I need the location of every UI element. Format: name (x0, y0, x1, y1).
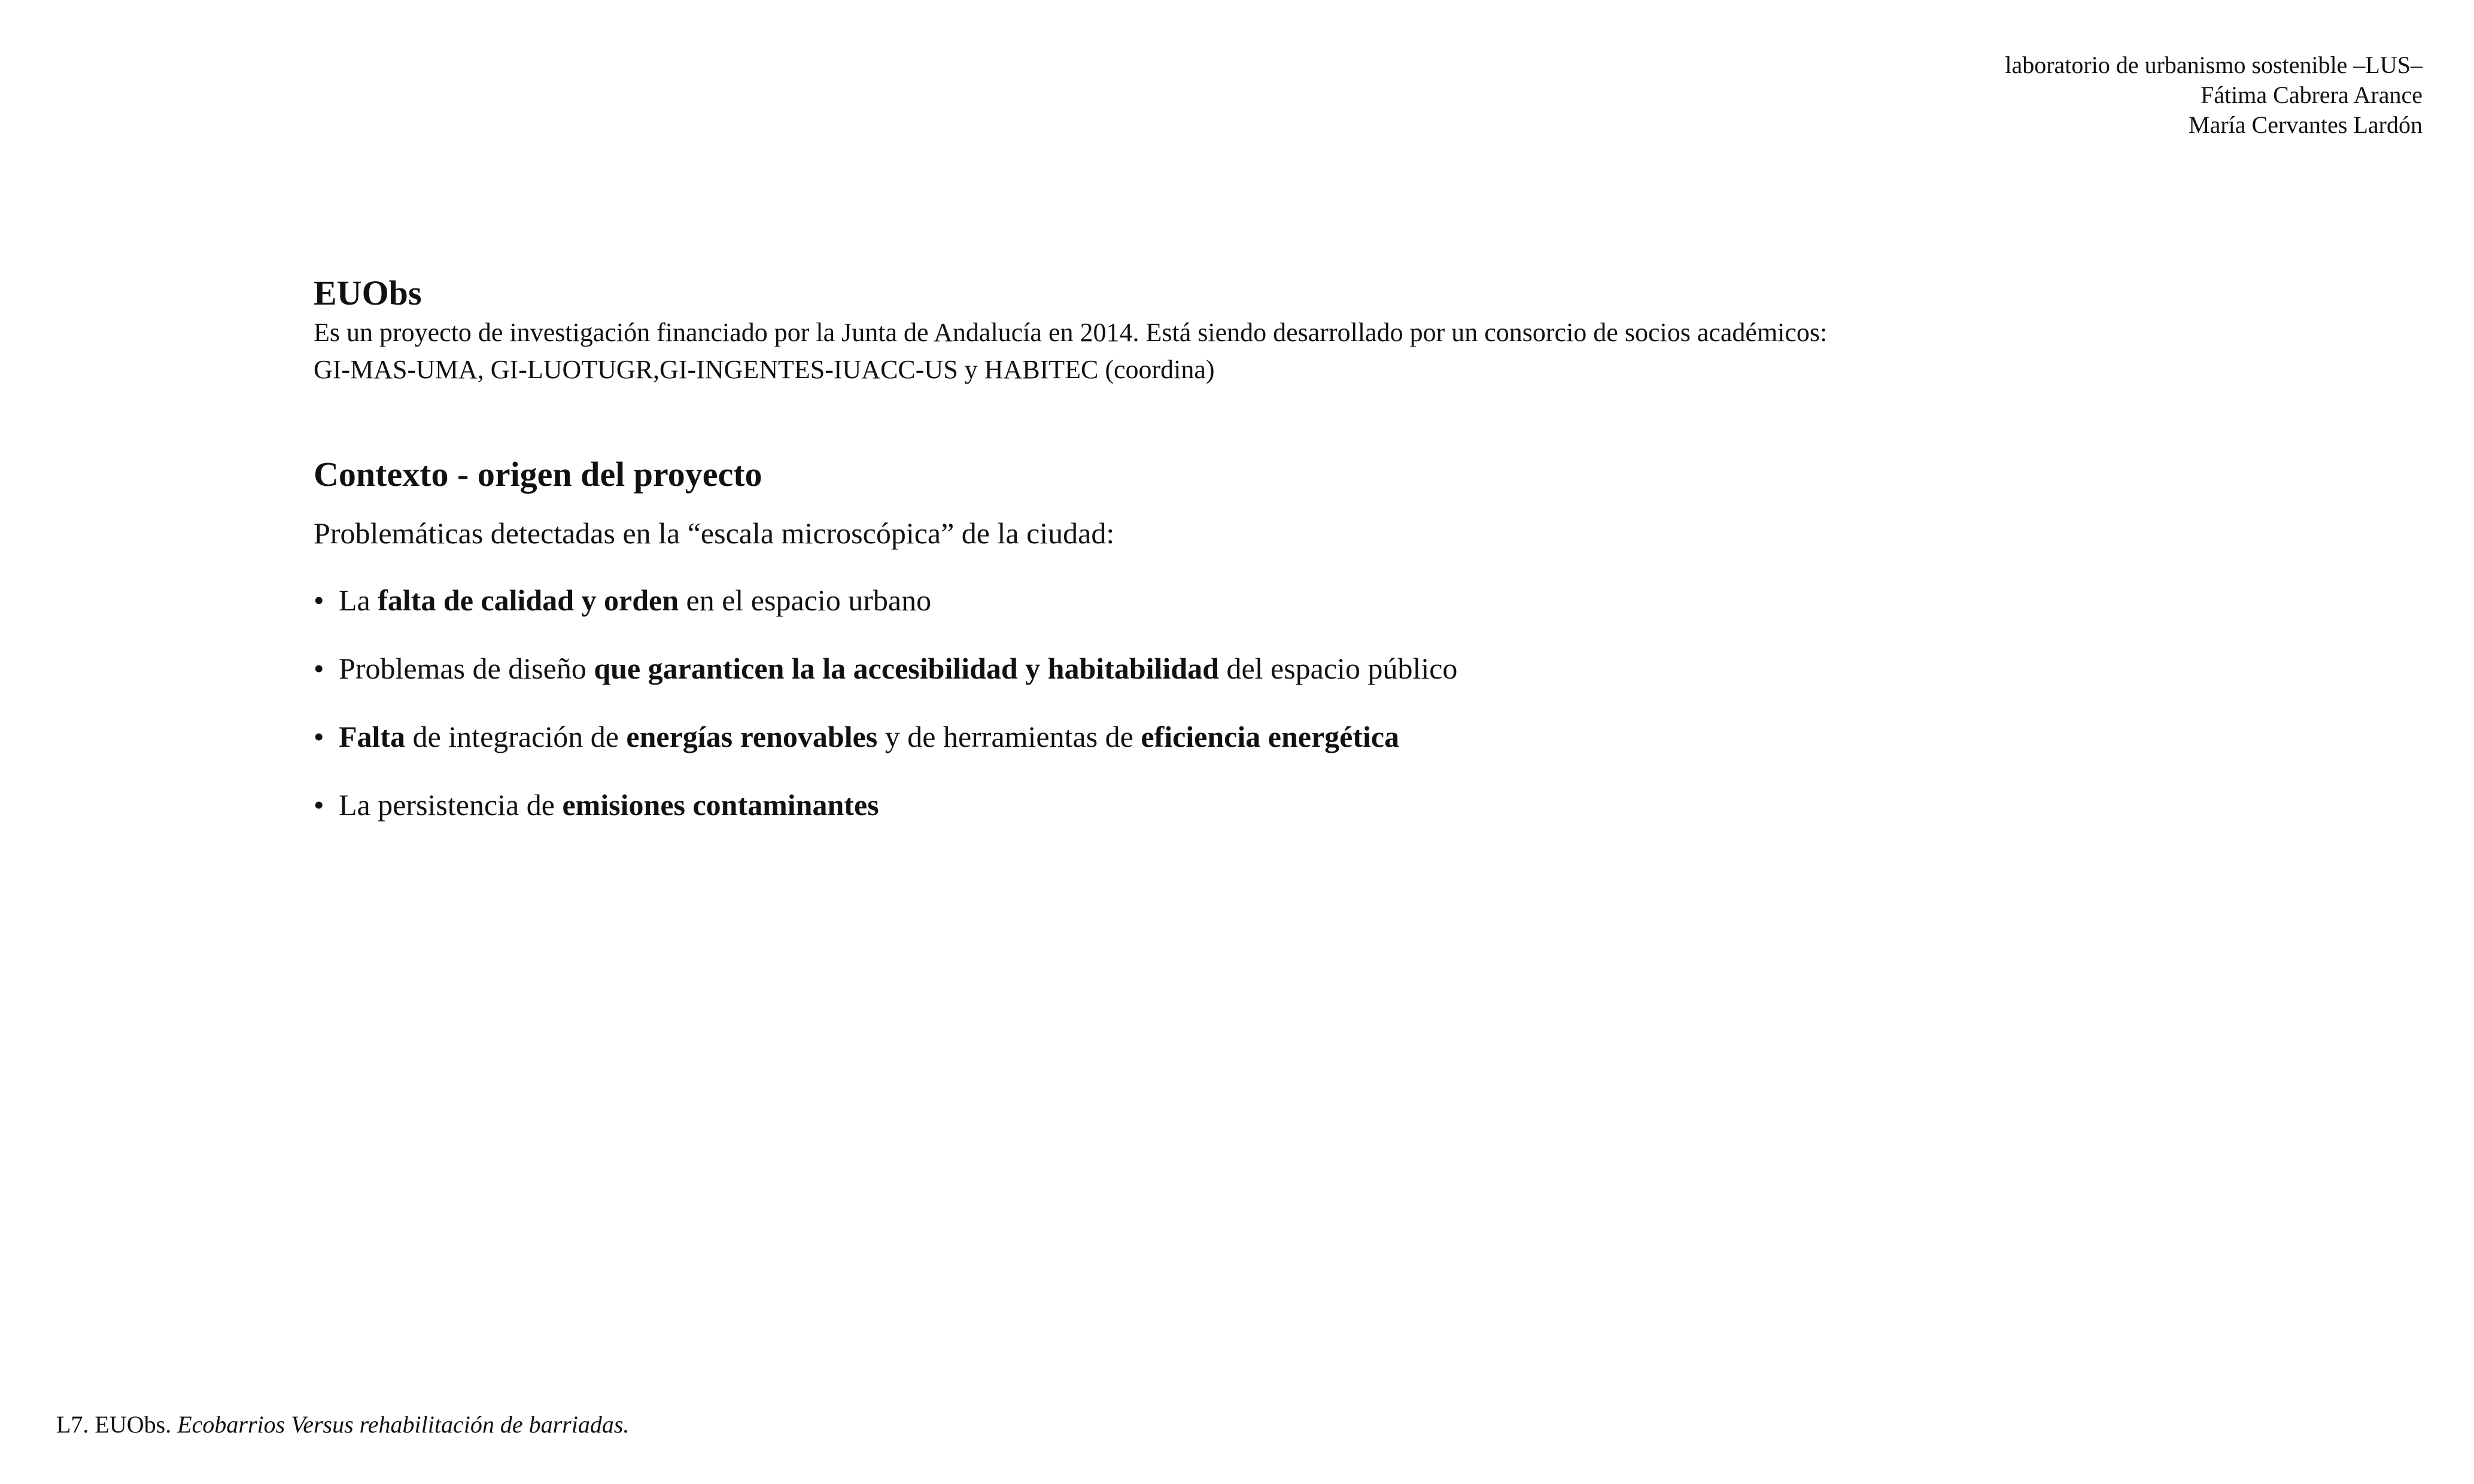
bullet-icon: • (314, 652, 324, 685)
text-segment: en el espacio urbano (679, 583, 932, 617)
text-segment-bold: falta de calidad y orden (378, 583, 679, 617)
text-segment: La (339, 583, 378, 617)
problems-list (314, 582, 1457, 855)
text-segment: Problemas de diseño (339, 652, 594, 685)
list-item-text (339, 582, 931, 618)
bullet-icon: • (314, 788, 324, 822)
text-segment: del espacio público (1218, 652, 1458, 685)
main-content (314, 272, 1870, 822)
footer-subtitle: Ecobarrios Versus rehabilitación de barriadas. (177, 1411, 630, 1438)
author-name: María Cervantes Lardón (2189, 111, 2423, 138)
section-title: Contexto - origen del proyecto (314, 455, 762, 494)
text-segment: de integración de (405, 720, 627, 753)
footer-caption (56, 1410, 629, 1440)
problems-intro: Problemáticas detectadas en la “escala microscópica” de la ciudad: (314, 516, 1115, 550)
text-segment: La persistencia de (339, 788, 563, 822)
list-item-text (339, 719, 1399, 755)
bullet-icon: • (314, 720, 324, 753)
text-segment-bold: eficiencia energética (1141, 720, 1400, 753)
list-item-text (339, 787, 879, 823)
author-name: Fátima Cabrera Arance (2201, 81, 2423, 108)
text-segment-bold: Falta (339, 720, 406, 753)
text-segment-bold: emisiones contaminantes (562, 788, 879, 822)
lab-name: laboratorio de urbanismo sostenible –LUS– (2005, 51, 2423, 78)
footer-prefix: L7. EUObs. (56, 1411, 178, 1438)
text-segment-bold: que garanticen la la accesibilidad y habitabilidad (594, 652, 1219, 685)
list-item (314, 582, 1457, 618)
bullet-icon: • (314, 583, 324, 617)
list-item (314, 650, 1457, 686)
list-item (314, 719, 1457, 755)
text-segment: y de herramientas de (877, 720, 1141, 753)
text-segment-bold: energías renovables (626, 720, 878, 753)
intro-paragraph: Es un proyecto de investigación financiado por la Junta de Andalucía en 2014. Está siendo desarrollado por un consorcio de socios académicos: GI-MAS-UMA, GI-LUOTUGR,GI-INGENTES-IUACC-US y HABITEC (coordina) (314, 318, 1828, 384)
page-title: EUObs (314, 273, 422, 312)
list-item (314, 787, 1457, 823)
list-item-text (339, 650, 1457, 686)
header-credits (2005, 50, 2423, 140)
